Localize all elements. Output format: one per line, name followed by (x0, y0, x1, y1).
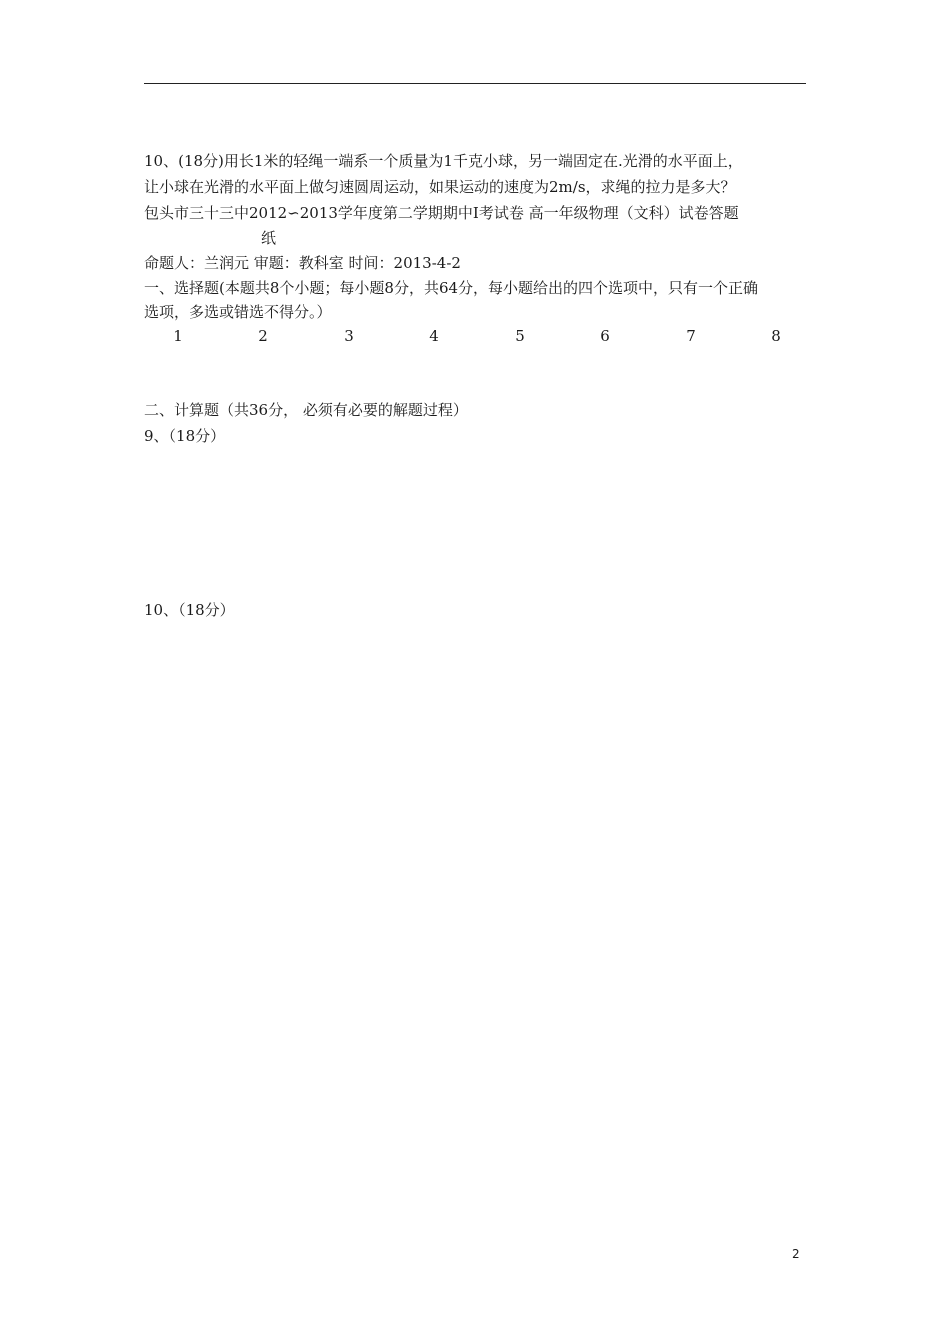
exam-meta: 命题人：兰润元 审题：教科室 时间：2013-4-2 (144, 254, 461, 272)
answer-number: 7 (686, 327, 696, 345)
answer-number: 3 (344, 327, 354, 345)
answer-number-row (0, 327, 950, 347)
answer-sheet-title-continued: 纸 (261, 229, 277, 247)
answer-number: 8 (771, 327, 781, 345)
answer-sheet-title: 包头市三十三中2012∽2013学年度第二学期期中Ⅰ考试卷 高一年级物理（文科）试卷答题 (144, 204, 739, 222)
answer-number: 2 (258, 327, 268, 345)
page-number: 2 (792, 1247, 800, 1261)
header-rule (144, 83, 806, 84)
question-9-label: 9、（18分） (144, 427, 226, 445)
section-1-instructions-line-2: 选项，多选或错选不得分。） (144, 303, 332, 321)
question-10-line-1: 10、(18分)用长1米的轻绳一端系一个质量为1千克小球，另一端固定在.光滑的水平面上， (144, 152, 743, 170)
answer-number: 6 (600, 327, 610, 345)
question-10-label: 10、（18分） (144, 601, 235, 619)
answer-number: 4 (429, 327, 439, 345)
section-2-heading: 二、计算题（共36分， 必须有必要的解题过程） (144, 401, 468, 419)
section-1-instructions-line-1: 一、选择题(本题共8个小题；每小题8分，共64分，每小题给出的四个选项中，只有一个正确 (144, 279, 759, 297)
answer-number: 1 (173, 327, 183, 345)
question-10-line-2: 让小球在光滑的水平面上做匀速圆周运动，如果运动的速度为2m/s，求绳的拉力是多大？ (144, 178, 736, 196)
answer-number: 5 (515, 327, 525, 345)
